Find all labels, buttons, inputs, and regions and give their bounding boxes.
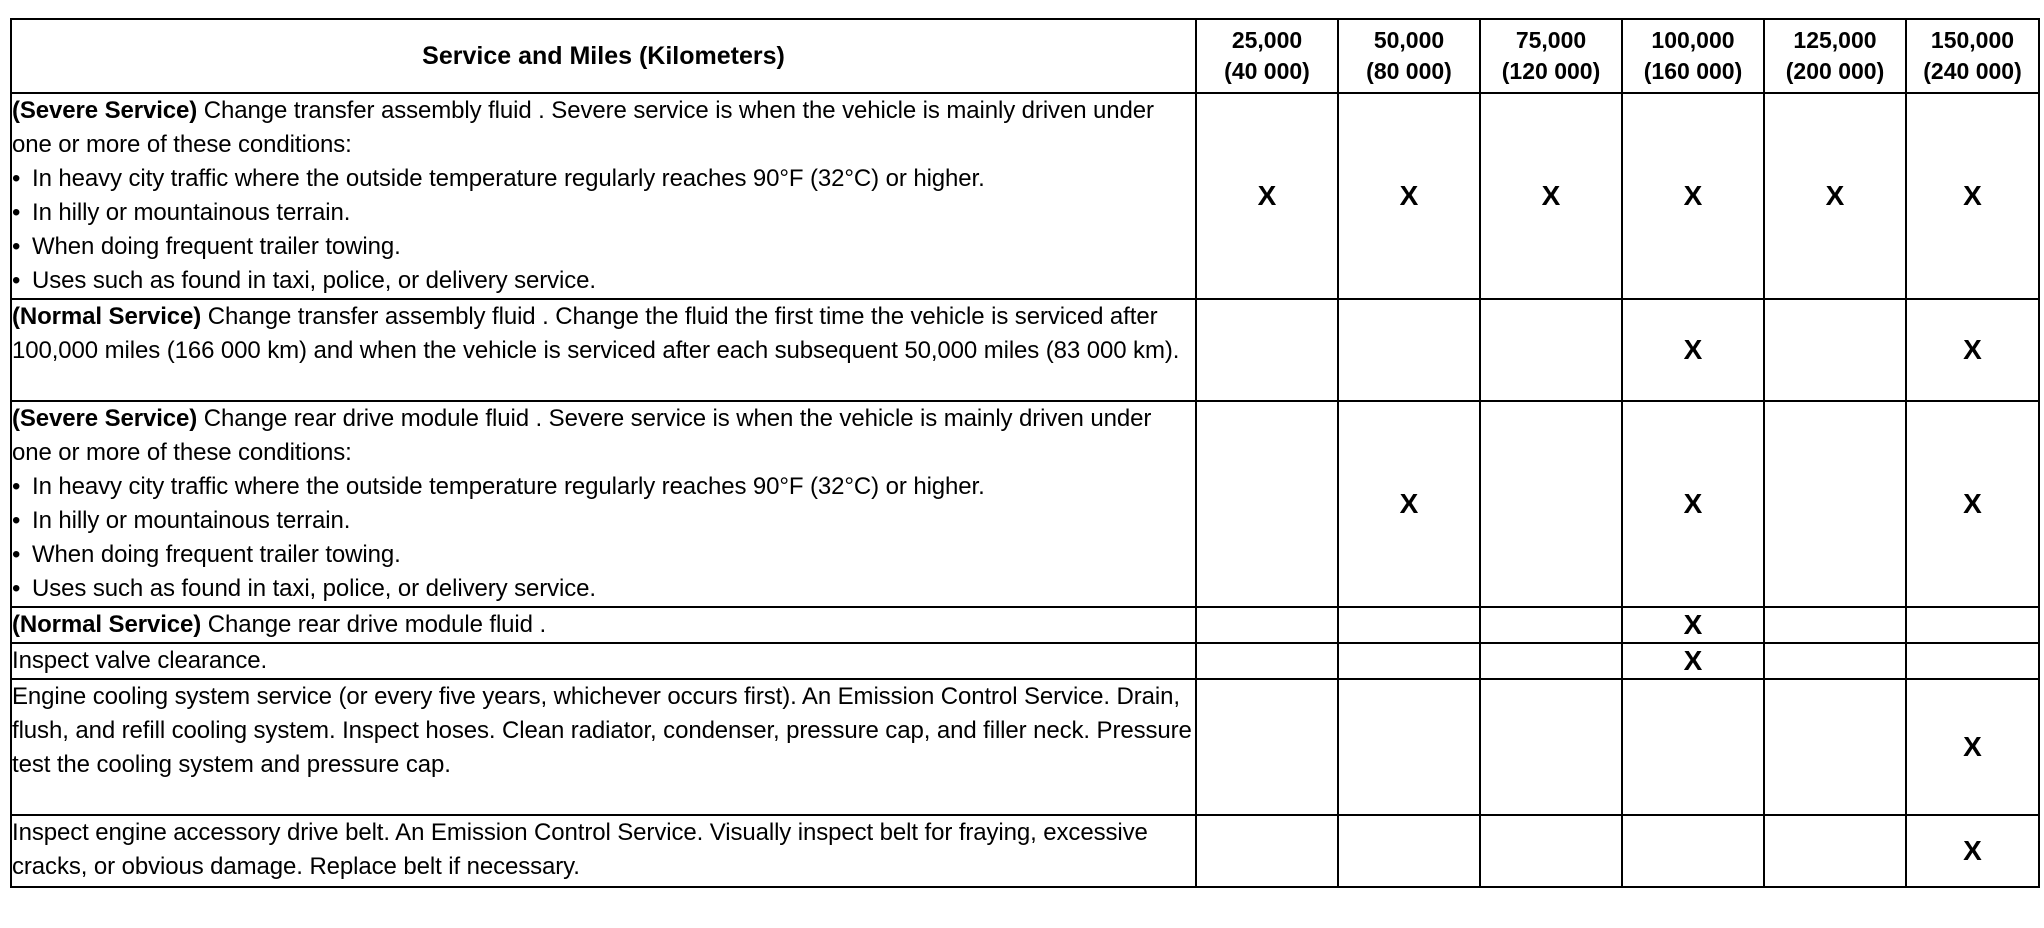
- interval-header: [1764, 19, 1906, 93]
- interval-mark: [1480, 815, 1622, 887]
- interval-miles: 75,000: [1515, 27, 1587, 53]
- interval-km: (120 000): [1501, 58, 1601, 84]
- interval-mark: X: [1764, 93, 1906, 299]
- service-description: Inspect engine accessory drive belt. An Emission Control Service. Visually inspect belt for fraying, excessive cracks, or obvious damage. Replace belt if necessary.: [11, 815, 1196, 887]
- interval-mark: X: [1622, 401, 1764, 607]
- interval-mark: X: [1480, 93, 1622, 299]
- service-description: Inspect valve clearance.: [11, 643, 1196, 679]
- interval-mark: X: [1622, 93, 1764, 299]
- interval-mark: [1480, 401, 1622, 607]
- interval-mark: [1338, 607, 1480, 643]
- service-description: [11, 299, 1196, 401]
- interval-mark: [1338, 643, 1480, 679]
- bullet-icon: •: [12, 473, 21, 500]
- interval-mark: [1338, 679, 1480, 815]
- service-type-label: (Severe Service): [12, 97, 198, 124]
- maintenance-schedule: [10, 18, 2040, 888]
- interval-km: (80 000): [1366, 58, 1452, 84]
- interval-mark: [1338, 815, 1480, 887]
- condition-text: In heavy city traffic where the outside temperature regularly reaches 90°F (32°C) or higher.: [32, 165, 985, 192]
- condition-bullet: [12, 538, 1195, 572]
- interval-header: [1196, 19, 1338, 93]
- bullet-icon: •: [12, 507, 21, 534]
- condition-text: In hilly or mountainous terrain.: [32, 507, 351, 534]
- service-description: [11, 93, 1196, 299]
- condition-bullet: [12, 504, 1195, 538]
- bullet-icon: •: [12, 541, 21, 568]
- interval-mark: X: [1196, 93, 1338, 299]
- table-row: [11, 299, 2039, 401]
- interval-mark: [1764, 299, 1906, 401]
- table-row: [11, 401, 2039, 607]
- interval-mark: X: [1906, 299, 2039, 401]
- service-description: [11, 607, 1196, 643]
- interval-mark: [1480, 643, 1622, 679]
- interval-km: (200 000): [1785, 58, 1885, 84]
- interval-mark: [1764, 607, 1906, 643]
- interval-header: [1622, 19, 1764, 93]
- table-row: [11, 679, 2039, 815]
- service-text: Change rear drive module fluid .: [201, 611, 547, 638]
- interval-mark: X: [1906, 679, 2039, 815]
- interval-miles: 125,000: [1793, 27, 1877, 53]
- table-row: [11, 643, 2039, 679]
- interval-mark: [1338, 299, 1480, 401]
- condition-text: In hilly or mountainous terrain.: [32, 199, 351, 226]
- condition-text: When doing frequent trailer towing.: [32, 541, 401, 568]
- interval-km: (160 000): [1643, 58, 1743, 84]
- interval-header: [1906, 19, 2039, 93]
- service-description: [11, 401, 1196, 607]
- interval-km: (40 000): [1224, 58, 1310, 84]
- condition-bullet: [12, 162, 1195, 196]
- interval-mark: [1196, 401, 1338, 607]
- bullet-icon: •: [12, 233, 21, 260]
- interval-mark: [1480, 679, 1622, 815]
- bullet-icon: •: [12, 199, 21, 226]
- interval-mark: [1906, 643, 2039, 679]
- service-type-label: (Normal Service): [12, 303, 202, 330]
- interval-miles: 50,000: [1373, 27, 1445, 53]
- table-row: [11, 815, 2039, 887]
- service-text: Change transfer assembly fluid . Severe service is when the vehicle is mainly driven under one or more of these conditions:: [12, 97, 1154, 158]
- condition-bullet: [12, 572, 1195, 606]
- interval-miles: 25,000: [1231, 27, 1303, 53]
- interval-mark: [1764, 679, 1906, 815]
- interval-mark: [1196, 815, 1338, 887]
- service-type-label: (Normal Service): [12, 611, 202, 638]
- bullet-icon: •: [12, 575, 21, 602]
- table-row: [11, 93, 2039, 299]
- interval-mark: X: [1338, 93, 1480, 299]
- service-description: Engine cooling system service (or every five years, whichever occurs first). An Emission Control Service. Drain, flush, and refill cooling system. Inspect hoses. Clean radiator, condenser, pressure cap, and filler neck. Pressure test the cooling system and pressure cap.: [11, 679, 1196, 815]
- service-text: Change rear drive module fluid . Severe service is when the vehicle is mainly driven under one or more of these conditions:: [12, 405, 1152, 466]
- header-row: [11, 19, 2039, 93]
- interval-mark: [1906, 607, 2039, 643]
- interval-mark: X: [1622, 643, 1764, 679]
- interval-mark: X: [1906, 93, 2039, 299]
- interval-miles: 100,000: [1651, 27, 1735, 53]
- interval-mark: [1764, 815, 1906, 887]
- interval-mark: [1196, 607, 1338, 643]
- interval-mark: [1764, 643, 1906, 679]
- table-row: [11, 607, 2039, 643]
- interval-mark: X: [1906, 815, 2039, 887]
- condition-bullet: [12, 196, 1195, 230]
- interval-mark: [1196, 679, 1338, 815]
- interval-mark: [1196, 643, 1338, 679]
- interval-mark: [1764, 401, 1906, 607]
- interval-mark: X: [1338, 401, 1480, 607]
- interval-mark: X: [1906, 401, 2039, 607]
- bullet-icon: •: [12, 165, 21, 192]
- service-column-header: Service and Miles (Kilometers): [11, 19, 1196, 93]
- interval-miles: 150,000: [1930, 27, 2015, 53]
- interval-header: [1480, 19, 1622, 93]
- interval-mark: [1480, 607, 1622, 643]
- condition-text: Uses such as found in taxi, police, or delivery service.: [32, 267, 596, 294]
- interval-mark: X: [1622, 299, 1764, 401]
- service-text: Change transfer assembly fluid . Change the fluid the first time the vehicle is serviced after 100,000 miles (166 000 km) and when the vehicle is serviced after each subsequent 50,000 miles (83 000 km).: [12, 303, 1180, 364]
- condition-text: In heavy city traffic where the outside temperature regularly reaches 90°F (32°C) or higher.: [32, 473, 985, 500]
- condition-text: Uses such as found in taxi, police, or delivery service.: [32, 575, 596, 602]
- condition-bullet: [12, 230, 1195, 264]
- interval-mark: [1622, 815, 1764, 887]
- condition-text: When doing frequent trailer towing.: [32, 233, 401, 260]
- interval-header: [1338, 19, 1480, 93]
- interval-mark: X: [1622, 607, 1764, 643]
- condition-bullet: [12, 470, 1195, 504]
- service-table: [10, 18, 2040, 888]
- service-type-label: (Severe Service): [12, 405, 198, 432]
- interval-mark: [1196, 299, 1338, 401]
- interval-km: (240 000): [1923, 58, 2022, 84]
- condition-bullet: [12, 264, 1195, 298]
- bullet-icon: •: [12, 267, 21, 294]
- interval-mark: [1622, 679, 1764, 815]
- interval-mark: [1480, 299, 1622, 401]
